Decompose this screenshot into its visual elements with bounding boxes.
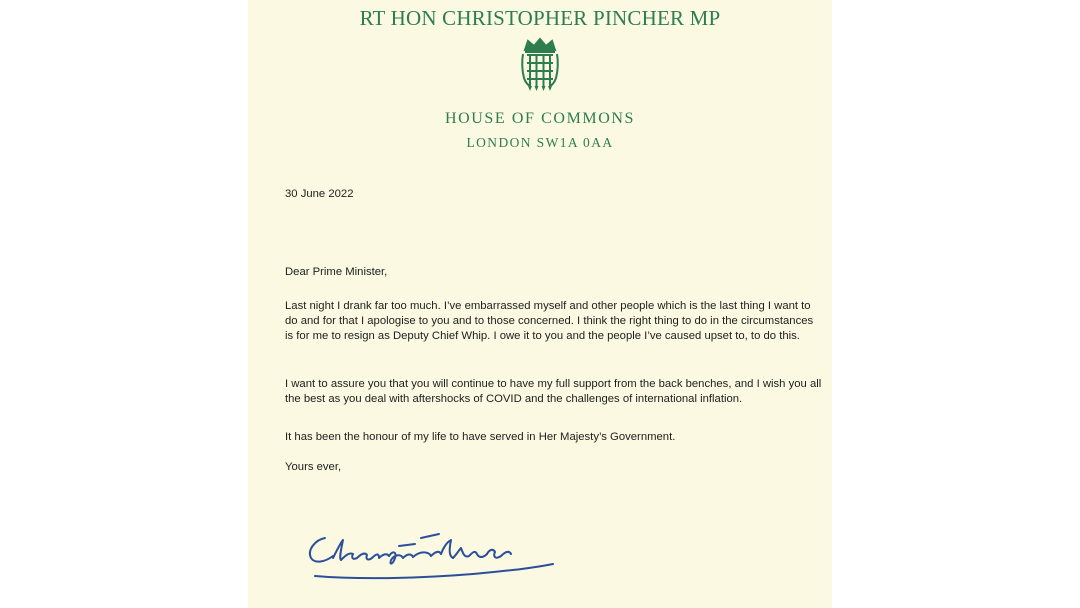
letter-paragraph-1: Last night I drank far too much. I’ve embarrassed myself and other people which is the last thing I want to do and for that I apologise to you and to those concerned. I think the right thing to do in the circumstances is for me to resign as Deputy Chief Whip. I owe it to you and the people I’ve caused upset to, to do this.: [285, 300, 814, 342]
portcullis-icon: [517, 36, 563, 94]
letter-signoff: Yours ever,: [285, 461, 342, 473]
letterhead-house: HOUSE OF COMMONS: [444, 110, 636, 127]
letter-paragraph-2: I want to assure you that you will continue to have my full support from the back benches, and I wish you all the best as you deal with aftershocks of COVID and the challenges of international inflation.: [285, 378, 822, 405]
letter-paragraph-3: It has been the honour of my life to have served in Her Majesty’s Government.: [285, 431, 676, 443]
signature: [303, 520, 563, 590]
letter-salutation: Dear Prime Minister,: [285, 266, 388, 278]
letterhead-address: LONDON SW1A 0AA: [466, 135, 614, 150]
letterhead-title: RT HON CHRISTOPHER PINCHER MP: [359, 6, 721, 30]
letter-sheet: [248, 0, 832, 608]
letter-date: 30 June 2022: [285, 188, 354, 200]
